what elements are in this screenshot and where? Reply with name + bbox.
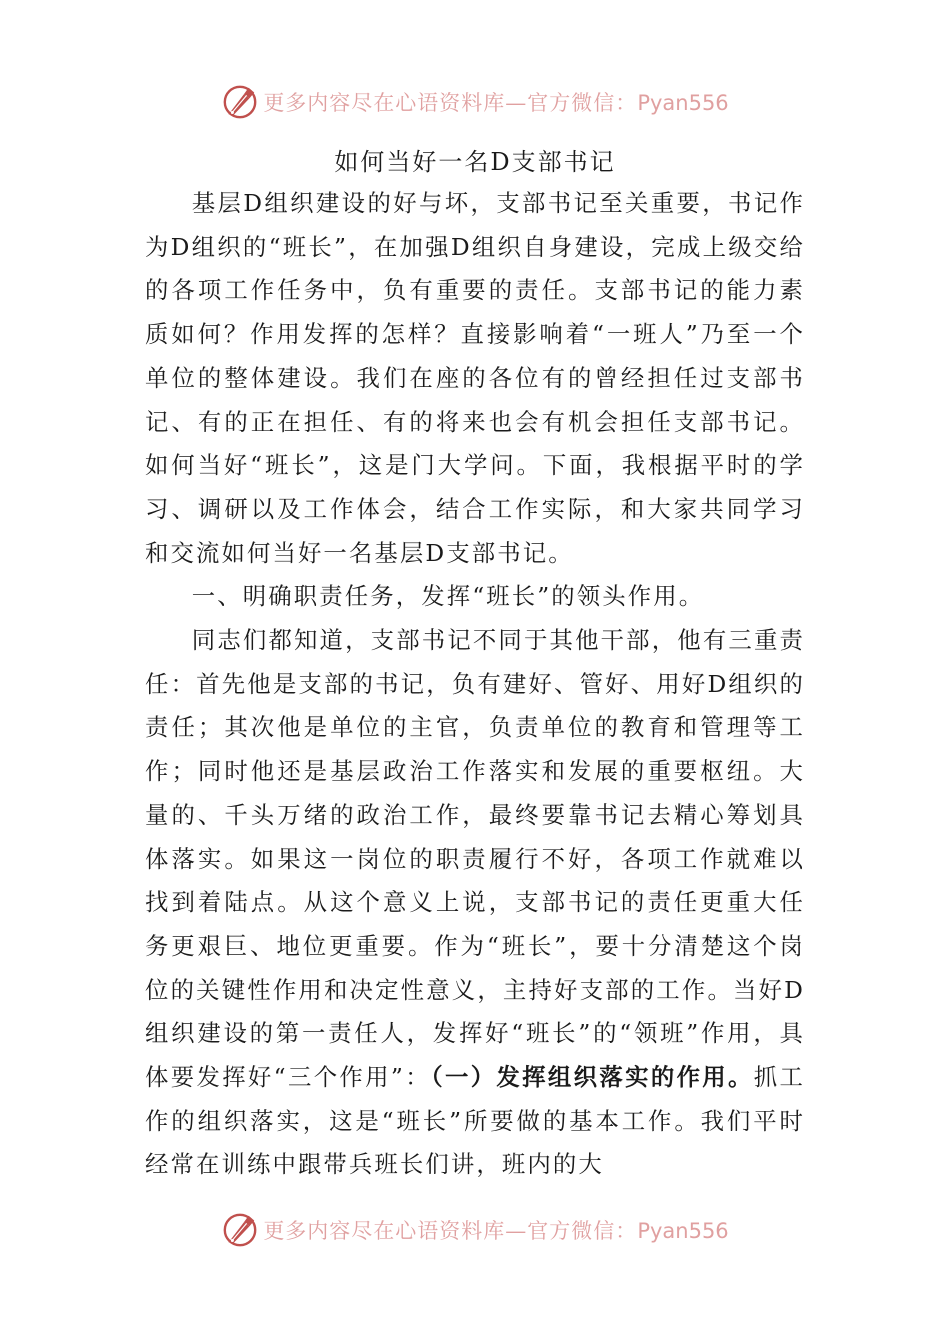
- header-banner-content: [221, 83, 728, 121]
- pen-nib-logo-icon: [221, 83, 259, 121]
- section-heading-1: 一、明确职责任务，发挥“班长”的领头作用。: [191, 582, 705, 611]
- paragraph-duties: [145, 619, 805, 1187]
- footer-banner: [0, 1210, 950, 1250]
- wechat-id: Pyan556: [637, 1219, 729, 1243]
- wechat-id: Pyan556: [637, 91, 729, 115]
- pen-nib-logo-icon: [221, 1211, 259, 1249]
- paragraph-duties-continued: 抓工作的组织落实，这是“班长”所要做的基本工作。我们平时经常在训练中跟带兵班长们讲，班内的大: [145, 1063, 805, 1179]
- document-body: [145, 182, 805, 1187]
- footer-banner-content: [221, 1211, 728, 1249]
- header-banner: [0, 82, 950, 122]
- banner-text: 更多内容尽在心语资料库—官方微信：Pyan556: [263, 91, 729, 115]
- paragraph-intro: 基层D组织建设的好与坏，支部书记至关重要，书记作为D组织的“班长”，在加强D组织自身建设，完成上级交给的各项工作任务中，负有重要的责任。支部书记的能力素质如何？作用发挥的怎样？直接影响着“一班人”乃至一个单位的整体建设。我们在座的各位有的曾经担任过支部书记、有的正在担任、有的将来也会有机会担任支部书记。如何当好“班长”，这是门大学问。下面，我根据平时的学习、调研以及工作体会，结合工作实际，和大家共同学习和交流如何当好一名基层D支部书记。: [145, 189, 805, 567]
- subheading-organize: （一）发挥组织落实的作用。: [430, 1063, 754, 1092]
- document-title: 如何当好一名D支部书记: [334, 148, 616, 176]
- banner-text: 更多内容尽在心语资料库—官方微信：Pyan556: [263, 1219, 729, 1243]
- paragraph-duties-text: 同志们都知道，支部书记不同于其他干部，他有三重责任：首先他是支部的书记，负有建好、管好、用好D组织的责任；其次他是单位的主官，负责单位的教育和管理等工作；同时他还是基层政治工作落实和发展的重要枢纽。大量的、千头万绪的政治工作，最终要靠书记去精心筹划具体落实。如果这一岗位的职责履行不好，各项工作就难以找到着陆点。从这个意义上说，支部书记的责任更重大任务更艰巨、地位更重要。作为“班长”，要十分清楚这个岗位的关键性作用和决定性意义，主持好支部的工作。当好D组织建设的第一责任人，发挥好“班长”的“领班”作用，具体要发挥好“三个作用”：: [145, 626, 805, 1092]
